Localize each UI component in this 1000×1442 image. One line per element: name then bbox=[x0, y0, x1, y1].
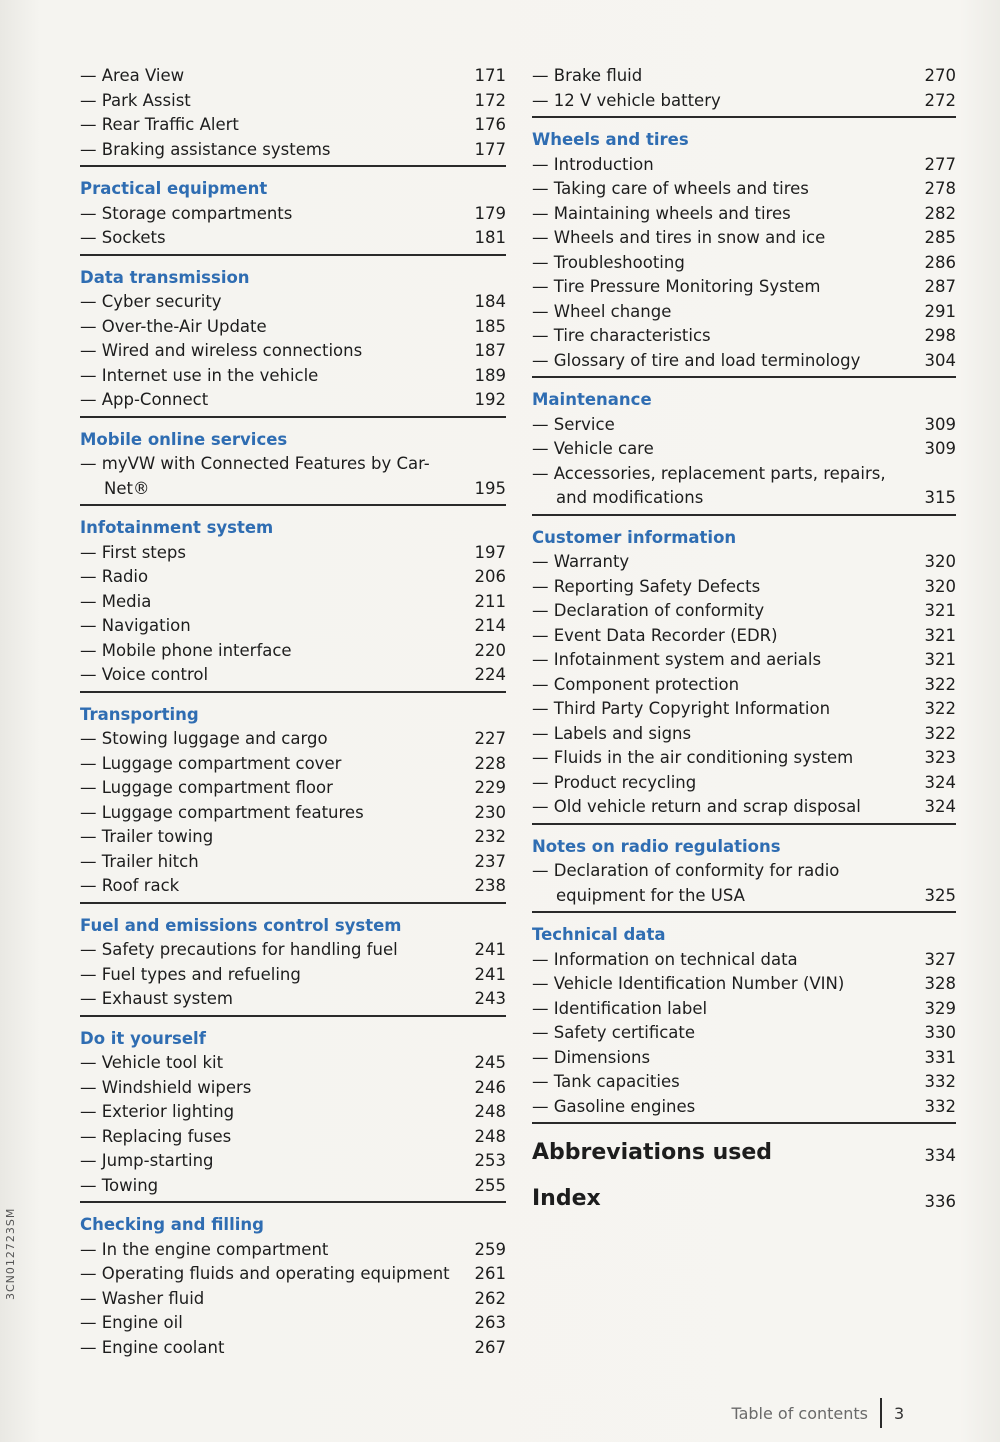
entry-page-number: 324 bbox=[924, 772, 956, 792]
entry-page-number: 325 bbox=[924, 885, 956, 905]
toc-entry[interactable] bbox=[80, 1336, 506, 1361]
entry-page-number: 232 bbox=[474, 827, 506, 846]
entry-label: — Braking assistance systems bbox=[80, 139, 331, 159]
entry-label: — Third Party Copyright Information bbox=[532, 699, 831, 718]
entry-label: — Wheel change bbox=[532, 301, 672, 321]
entry-label: — Infotainment system and aerials bbox=[532, 650, 822, 669]
entry-label: — Internet use in the vehicle bbox=[80, 365, 319, 385]
entry-page-number: 172 bbox=[474, 90, 506, 110]
toc-section bbox=[532, 128, 956, 378]
entry-label: — Reporting Safety Defects bbox=[532, 576, 761, 596]
toc-entry[interactable] bbox=[80, 938, 506, 963]
entry-page-number: 189 bbox=[474, 365, 506, 385]
entry-label: — Exhaust system bbox=[80, 989, 233, 1008]
toc-entry[interactable] bbox=[532, 437, 956, 462]
entry-page-number: 321 bbox=[924, 601, 956, 620]
toc-section bbox=[80, 1213, 506, 1363]
toc-entry[interactable] bbox=[532, 859, 956, 908]
toc-entry[interactable] bbox=[80, 776, 506, 801]
entry-page-number: 248 bbox=[474, 1102, 506, 1121]
toc-entry[interactable] bbox=[532, 746, 956, 771]
toc-entry[interactable] bbox=[80, 727, 506, 752]
toc-section bbox=[532, 923, 956, 1124]
entry-label: — App-Connect bbox=[80, 390, 209, 409]
toc-entry[interactable] bbox=[532, 795, 956, 820]
entry-label: — Fluids in the air conditioning system bbox=[532, 748, 854, 767]
toc-entry[interactable] bbox=[80, 850, 506, 875]
entry-page-number: 322 bbox=[924, 674, 956, 694]
toc-entry[interactable] bbox=[80, 1051, 506, 1076]
entry-label: — Stowing luggage and cargo bbox=[80, 729, 328, 748]
entry-page-number: 328 bbox=[924, 974, 956, 993]
entry-page-number: 253 bbox=[474, 1151, 506, 1170]
entry-label: — Media bbox=[80, 591, 152, 611]
toc-section bbox=[532, 388, 956, 516]
entry-label: — Trailer towing bbox=[80, 827, 214, 846]
entry-label: — Troubleshooting bbox=[532, 252, 685, 272]
entry-label: — Identification label bbox=[532, 998, 708, 1018]
toc-entry[interactable] bbox=[80, 1311, 506, 1336]
entry-label: — Fuel types and refueling bbox=[80, 964, 301, 984]
section-heading[interactable]: Practical equipment bbox=[80, 179, 268, 198]
toc-entry[interactable] bbox=[80, 452, 506, 501]
toc-entry[interactable] bbox=[532, 300, 956, 325]
toc-entry[interactable] bbox=[80, 1287, 506, 1312]
toc-entry[interactable] bbox=[532, 349, 956, 374]
toc-entry[interactable] bbox=[532, 997, 956, 1022]
entry-page-number: 263 bbox=[474, 1313, 506, 1332]
entry-label: — Over-the-Air Update bbox=[80, 316, 267, 336]
toc-entry[interactable] bbox=[80, 89, 506, 114]
entry-label: — Radio bbox=[80, 567, 149, 586]
toc-entry[interactable] bbox=[80, 639, 506, 664]
document-code: 3CN012723SM bbox=[4, 1207, 17, 1300]
entry-page-number: 298 bbox=[924, 326, 956, 345]
entry-label: — Storage compartments bbox=[80, 203, 293, 223]
toc-entry[interactable] bbox=[80, 1125, 506, 1150]
entry-label: — Exterior lighting bbox=[80, 1102, 235, 1121]
entry-page-number: 282 bbox=[924, 203, 956, 223]
entry-label: — Product recycling bbox=[532, 772, 697, 792]
toc-entry[interactable] bbox=[80, 801, 506, 826]
entry-page-number: 320 bbox=[924, 552, 956, 571]
toc-entry[interactable] bbox=[80, 1238, 506, 1263]
toc-section bbox=[80, 64, 506, 167]
entry-page-number: 195 bbox=[474, 478, 506, 498]
entry-page-number: 287 bbox=[924, 277, 956, 296]
entry-page-number: 322 bbox=[924, 699, 956, 718]
entry-label: — Luggage compartment cover bbox=[80, 753, 342, 773]
toc-entry[interactable] bbox=[532, 202, 956, 227]
toc-entry[interactable] bbox=[532, 462, 956, 511]
toc-entry[interactable] bbox=[80, 1076, 506, 1101]
toc-entry[interactable] bbox=[80, 541, 506, 566]
entry-page-number: 176 bbox=[474, 115, 506, 134]
toc-section bbox=[80, 177, 506, 256]
toc-entry[interactable] bbox=[532, 1021, 956, 1046]
section-heading[interactable]: Fuel and emissions control system bbox=[80, 915, 402, 935]
section-heading[interactable]: Maintenance bbox=[532, 390, 652, 409]
entry-label: — Mobile phone interface bbox=[80, 640, 292, 660]
entry-page-number: 243 bbox=[474, 989, 506, 1008]
entry-label: — Information on technical data bbox=[532, 949, 798, 969]
entry-label: — Towing bbox=[80, 1175, 159, 1195]
entry-label: — Vehicle care bbox=[532, 439, 654, 458]
section-heading[interactable]: Customer information bbox=[532, 527, 737, 547]
toc-entry[interactable] bbox=[80, 987, 506, 1012]
entry-page-number: 321 bbox=[924, 625, 956, 645]
toc-entry[interactable] bbox=[532, 624, 956, 649]
entry-label: — Wired and wireless connections bbox=[80, 341, 363, 360]
entry-page-number: 261 bbox=[474, 1264, 506, 1283]
toc-entry[interactable] bbox=[80, 1262, 506, 1287]
toc-entry[interactable] bbox=[532, 599, 956, 624]
major-toc-entry[interactable] bbox=[532, 1184, 956, 1214]
entry-label: — Tank capacities bbox=[532, 1072, 680, 1091]
toc-section bbox=[80, 266, 506, 418]
toc-entry[interactable] bbox=[80, 663, 506, 688]
entry-page-number: 327 bbox=[924, 949, 956, 969]
entry-label: — Dimensions bbox=[532, 1047, 651, 1067]
entry-label: — Wheels and tires in snow and ice bbox=[532, 228, 826, 247]
entry-page-number: 177 bbox=[474, 139, 506, 159]
entry-label: — Introduction bbox=[532, 154, 654, 174]
toc-entry[interactable] bbox=[80, 339, 506, 364]
entry-page-number: 181 bbox=[474, 228, 506, 247]
toc-entry[interactable] bbox=[532, 153, 956, 178]
entry-page-number: 241 bbox=[474, 940, 506, 959]
toc-entry[interactable] bbox=[80, 590, 506, 615]
toc-entry[interactable] bbox=[532, 673, 956, 698]
entry-page-number: 267 bbox=[474, 1337, 506, 1357]
entry-label: — Tire Pressure Monitoring System bbox=[532, 277, 821, 296]
major-entry-page-number: 336 bbox=[924, 1192, 956, 1211]
toc-entry[interactable] bbox=[532, 722, 956, 747]
entry-page-number: 238 bbox=[474, 876, 506, 895]
toc-entry[interactable] bbox=[532, 1070, 956, 1095]
section-heading[interactable]: Technical data bbox=[532, 925, 666, 944]
entry-page-number: 184 bbox=[474, 292, 506, 311]
entry-page-number: 277 bbox=[924, 154, 956, 174]
toc-entry[interactable] bbox=[532, 697, 956, 722]
entry-label: — Brake fluid bbox=[532, 66, 643, 85]
entry-label: — Jump-starting bbox=[80, 1151, 214, 1170]
toc-entry[interactable] bbox=[532, 1095, 956, 1120]
toc-entry[interactable] bbox=[80, 388, 506, 413]
entry-label: — First steps bbox=[80, 542, 187, 562]
toc-entry[interactable] bbox=[80, 315, 506, 340]
toc-section bbox=[80, 428, 506, 507]
toc-entry[interactable] bbox=[80, 874, 506, 899]
entry-label: — Taking care of wheels and tires bbox=[532, 179, 809, 198]
toc-entry[interactable] bbox=[532, 648, 956, 673]
entry-page-number: 230 bbox=[474, 802, 506, 822]
entry-page-number: 324 bbox=[924, 797, 956, 816]
section-heading[interactable]: Transporting bbox=[80, 704, 199, 724]
entry-label: — Luggage compartment features bbox=[80, 802, 364, 822]
entry-label: — Gasoline engines bbox=[532, 1096, 696, 1116]
toc-entry[interactable] bbox=[80, 1149, 506, 1174]
section-heading[interactable]: Do it yourself bbox=[80, 1028, 206, 1048]
entry-label: — In the engine compartment bbox=[80, 1239, 329, 1259]
toc-entry[interactable] bbox=[532, 972, 956, 997]
entry-page-number: 309 bbox=[924, 414, 956, 434]
entry-label: — Trailer hitch bbox=[80, 851, 199, 871]
section-heading[interactable]: Wheels and tires bbox=[532, 130, 689, 149]
toc-entry[interactable] bbox=[80, 1100, 506, 1125]
toc-entry[interactable] bbox=[80, 202, 506, 227]
entry-page-number: 185 bbox=[474, 316, 506, 336]
entry-page-number: 248 bbox=[474, 1126, 506, 1146]
entry-label: — Safety precautions for handling fuel bbox=[80, 940, 398, 959]
page-footer bbox=[700, 1398, 960, 1428]
page-number: 3 bbox=[894, 1403, 905, 1423]
entry-page-number: 214 bbox=[474, 616, 506, 635]
entry-label: — Safety certificate bbox=[532, 1023, 696, 1042]
entry-page-number: 291 bbox=[924, 301, 956, 321]
toc-entry[interactable] bbox=[80, 1174, 506, 1199]
toc-entry[interactable] bbox=[80, 963, 506, 988]
entry-label: — Vehicle tool kit bbox=[80, 1053, 224, 1072]
toc-entry[interactable] bbox=[532, 413, 956, 438]
entry-page-number: 330 bbox=[924, 1023, 956, 1042]
entry-label: — Washer fluid bbox=[80, 1288, 205, 1308]
entry-page-number: 262 bbox=[474, 1288, 506, 1308]
entry-page-number: 320 bbox=[924, 576, 956, 596]
toc-section bbox=[80, 1027, 506, 1204]
entry-label: — Rear Traffic Alert bbox=[80, 115, 239, 134]
toc-section bbox=[80, 703, 506, 904]
entry-page-number: 278 bbox=[924, 179, 956, 198]
entry-page-number: 220 bbox=[474, 640, 506, 660]
section-heading[interactable]: Notes on radio regulations bbox=[532, 836, 781, 856]
entry-label: — Cyber security bbox=[80, 292, 222, 311]
toc-entry[interactable] bbox=[532, 575, 956, 600]
toc-entry[interactable] bbox=[80, 752, 506, 777]
entry-page-number: 224 bbox=[474, 665, 506, 684]
entry-page-number: 321 bbox=[924, 650, 956, 669]
toc-section bbox=[532, 526, 956, 825]
toc-right-column bbox=[532, 64, 956, 1214]
entry-label: — Event Data Recorder (EDR) bbox=[532, 625, 778, 645]
entry-label: — Vehicle Identification Number (VIN) bbox=[532, 974, 845, 993]
entry-label: — myVW with Connected Features by Car-Net® bbox=[80, 454, 430, 498]
entry-label: — Declaration of conformity bbox=[532, 601, 765, 620]
entry-page-number: 206 bbox=[474, 567, 506, 586]
entry-page-number: 259 bbox=[474, 1239, 506, 1259]
entry-page-number: 304 bbox=[924, 350, 956, 370]
entry-page-number: 329 bbox=[924, 998, 956, 1018]
toc-entry[interactable] bbox=[80, 138, 506, 163]
entry-label: — Luggage compartment floor bbox=[80, 778, 333, 797]
major-toc-entry[interactable] bbox=[532, 1138, 956, 1168]
entry-label: — Park Assist bbox=[80, 90, 191, 110]
toc-entry[interactable] bbox=[532, 324, 956, 349]
entry-page-number: 332 bbox=[924, 1096, 956, 1116]
entry-page-number: 229 bbox=[474, 778, 506, 797]
entry-page-number: 331 bbox=[924, 1047, 956, 1067]
entry-label: — Labels and signs bbox=[532, 723, 692, 743]
entry-label: — Service bbox=[532, 414, 615, 434]
entry-page-number: 241 bbox=[474, 964, 506, 984]
toc-section bbox=[80, 914, 506, 1017]
entry-page-number: 332 bbox=[924, 1072, 956, 1091]
entry-label: — Engine oil bbox=[80, 1313, 183, 1332]
entry-label: — Accessories, replacement parts, repairs, and modifications bbox=[532, 463, 886, 507]
entry-label: — Old vehicle return and scrap disposal bbox=[532, 797, 861, 816]
entry-page-number: 197 bbox=[474, 542, 506, 562]
toc-entry[interactable] bbox=[532, 89, 956, 114]
major-entry-label: Abbreviations used bbox=[532, 1140, 773, 1165]
toc-section bbox=[532, 64, 956, 118]
toc-entry[interactable] bbox=[80, 825, 506, 850]
section-heading[interactable]: Infotainment system bbox=[80, 518, 274, 537]
entry-page-number: 255 bbox=[474, 1175, 506, 1195]
toc-entry[interactable] bbox=[80, 565, 506, 590]
entry-page-number: 179 bbox=[474, 203, 506, 223]
section-heading[interactable]: Checking and filling bbox=[80, 1215, 264, 1234]
entry-label: — Voice control bbox=[80, 665, 209, 684]
entry-page-number: 228 bbox=[474, 753, 506, 773]
entry-label: — Roof rack bbox=[80, 876, 180, 895]
entry-page-number: 272 bbox=[924, 90, 956, 110]
entry-page-number: 192 bbox=[474, 390, 506, 409]
entry-page-number: 227 bbox=[474, 729, 506, 748]
major-entry-label: Index bbox=[532, 1186, 601, 1211]
toc-entry[interactable] bbox=[532, 275, 956, 300]
entry-label: — Replacing fuses bbox=[80, 1126, 232, 1146]
entry-page-number: 237 bbox=[474, 851, 506, 871]
entry-label: — Warranty bbox=[532, 552, 630, 571]
section-heading[interactable]: Data transmission bbox=[80, 267, 250, 287]
entry-page-number: 187 bbox=[474, 341, 506, 360]
entry-label: — Operating fluids and operating equipment bbox=[80, 1264, 450, 1283]
toc-entry[interactable] bbox=[532, 226, 956, 251]
entry-label: — Engine coolant bbox=[80, 1337, 225, 1357]
toc-entry[interactable] bbox=[532, 550, 956, 575]
toc-entry[interactable] bbox=[532, 771, 956, 796]
footer-section-title: Table of contents bbox=[731, 1403, 868, 1423]
toc-entry[interactable] bbox=[80, 290, 506, 315]
entry-page-number: 245 bbox=[474, 1053, 506, 1072]
toc-entry[interactable] bbox=[532, 64, 956, 89]
entry-label: — Maintaining wheels and tires bbox=[532, 203, 791, 223]
entry-page-number: 246 bbox=[474, 1077, 506, 1097]
entry-page-number: 285 bbox=[924, 228, 956, 247]
toc-entry[interactable] bbox=[80, 614, 506, 639]
toc-section bbox=[80, 516, 506, 693]
entry-label: — Component protection bbox=[532, 674, 740, 694]
entry-page-number: 286 bbox=[924, 252, 956, 272]
entry-page-number: 322 bbox=[924, 723, 956, 743]
toc-left-column bbox=[80, 64, 506, 1373]
section-heading[interactable]: Mobile online services bbox=[80, 429, 288, 449]
entry-label: — 12 V vehicle battery bbox=[532, 90, 721, 110]
toc-entry[interactable] bbox=[532, 177, 956, 202]
entry-page-number: 211 bbox=[474, 591, 506, 611]
entry-label: — Glossary of tire and load terminology bbox=[532, 350, 861, 370]
toc-entry[interactable] bbox=[532, 948, 956, 973]
entry-page-number: 323 bbox=[924, 748, 956, 767]
entry-label: — Windshield wipers bbox=[80, 1077, 252, 1097]
entry-page-number: 309 bbox=[924, 439, 956, 458]
entry-page-number: 171 bbox=[474, 66, 506, 85]
toc-entry[interactable] bbox=[532, 251, 956, 276]
entry-label: — Sockets bbox=[80, 228, 166, 247]
entry-label: — Area View bbox=[80, 66, 185, 85]
toc-entry[interactable] bbox=[80, 64, 506, 89]
toc-entry[interactable] bbox=[80, 113, 506, 138]
entry-page-number: 315 bbox=[924, 488, 956, 507]
toc-entry[interactable] bbox=[532, 1046, 956, 1071]
entry-page-number: 270 bbox=[924, 66, 956, 85]
entry-label: — Tire characteristics bbox=[532, 326, 711, 345]
entry-label: — Declaration of conformity for radio equipment for the USA bbox=[532, 861, 840, 905]
toc-entry[interactable] bbox=[80, 226, 506, 251]
toc-entry[interactable] bbox=[80, 364, 506, 389]
major-entry-page-number: 334 bbox=[924, 1146, 956, 1165]
entry-label: — Navigation bbox=[80, 616, 191, 635]
toc-section bbox=[532, 835, 956, 914]
